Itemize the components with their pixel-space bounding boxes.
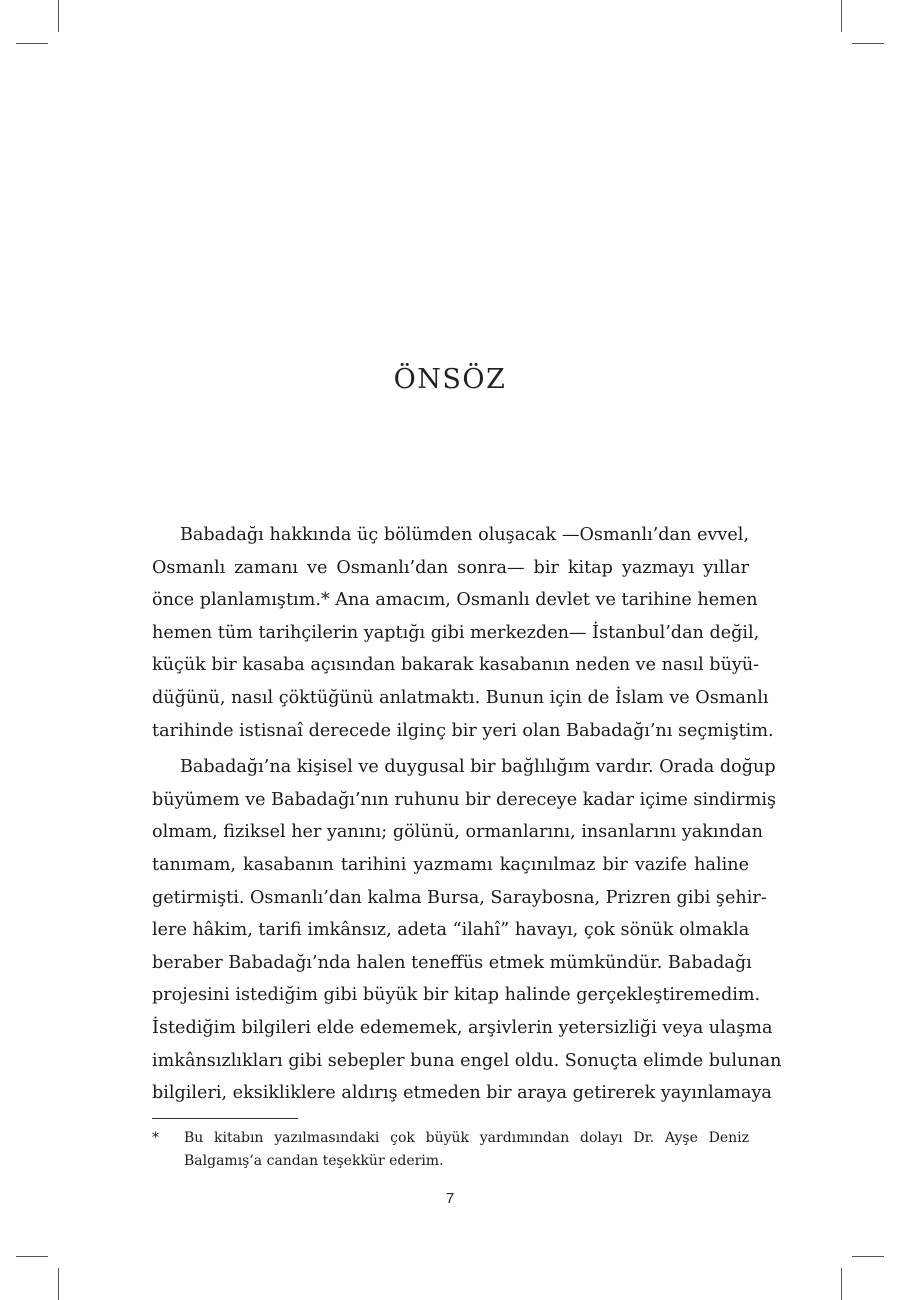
text-line: hemen tüm tarihçilerin yaptığı gibi merkezden— İstanbul’dan değil, — [152, 622, 760, 643]
crop-mark — [852, 1256, 884, 1257]
text-line: lere hâkim, tarifi imkânsız, adeta “ilahî” havayı, çok sönük olmakla — [152, 920, 750, 941]
text-line: imkânsızlıkları gibi sebepler buna engel oldu. Sonuçta elimde bulunan — [152, 1050, 782, 1071]
footnote-line: Bu kitabın yazılmasındaki çok büyük yardımından dolayı Dr. Ayşe Deniz — [184, 1130, 749, 1146]
text-line: tarihinde istisnaî derecede ilginç bir yeri olan Babadağı’nı seçmiştim. — [152, 720, 774, 741]
text-line: Osmanlı zamanı ve Osmanlı’dan sonra— bir kitap yazmayı yıllar — [152, 557, 749, 578]
text-line: büyümem ve Babadağı’nın ruhunu bir dereceye kadar içime sindirmiş — [152, 789, 777, 810]
footnote-separator — [152, 1118, 298, 1119]
text-line: beraber Babadağı’nda halen teneffüs etmek mümkündür. Babadağı — [152, 952, 752, 973]
text-line: tanımam, kasabanın tarihini yazmamı kaçınılmaz bir vazife haline — [152, 854, 749, 875]
footnote-text — [184, 1127, 749, 1173]
crop-mark — [852, 43, 884, 44]
crop-mark — [841, 0, 842, 32]
text-line: olmam, fiziksel her yanını; gölünü, ormanlarını, insanlarını yakından — [152, 822, 763, 843]
crop-mark — [16, 1256, 48, 1257]
paragraph — [152, 519, 774, 747]
text-line: getirmişti. Osmanlı’dan kalma Bursa, Saraybosna, Prizren gibi şehir- — [152, 887, 767, 908]
text-line: önce planlamıştım.* Ana amacım, Osmanlı devlet ve tarihine hemen — [152, 590, 758, 611]
page-number: 7 — [445, 1190, 455, 1207]
body-text — [152, 519, 782, 1142]
footnote-mark: * — [152, 1130, 159, 1146]
crop-mark — [58, 0, 59, 32]
text-line: İstediğim bilgileri elde edememek, arşivlerin yetersizliği veya ulaşma — [152, 1017, 773, 1038]
text-line: projesini istediğim gibi büyük bir kitap halinde gerçekleştiremedim. — [152, 985, 761, 1006]
text-line: düğünü, nasıl çöktüğünü anlatmaktı. Bunun için de İslam ve Osmanlı — [152, 687, 769, 708]
footnote — [152, 1127, 749, 1173]
text-line: Babadağı’na kişisel ve duygusal bir bağlılığım vardır. Orada doğup — [180, 757, 776, 778]
crop-mark — [58, 1268, 59, 1300]
crop-mark — [16, 43, 48, 44]
footnote-line: Balgamış’a candan teşekkür ederim. — [184, 1153, 444, 1169]
chapter-title: ÖNSÖZ — [393, 364, 507, 395]
text-line: Babadağı hakkında üç bölümden oluşacak —Osmanlı’dan evvel, — [180, 525, 749, 545]
text-line: küçük bir kasaba açısından bakarak kasabanın neden ve nasıl büyü- — [152, 655, 760, 676]
text-line: bilgileri, eksikliklere aldırış etmeden bir araya getirerek yayınlamaya — [152, 1083, 772, 1104]
crop-mark — [841, 1268, 842, 1300]
paragraph — [152, 751, 782, 1142]
